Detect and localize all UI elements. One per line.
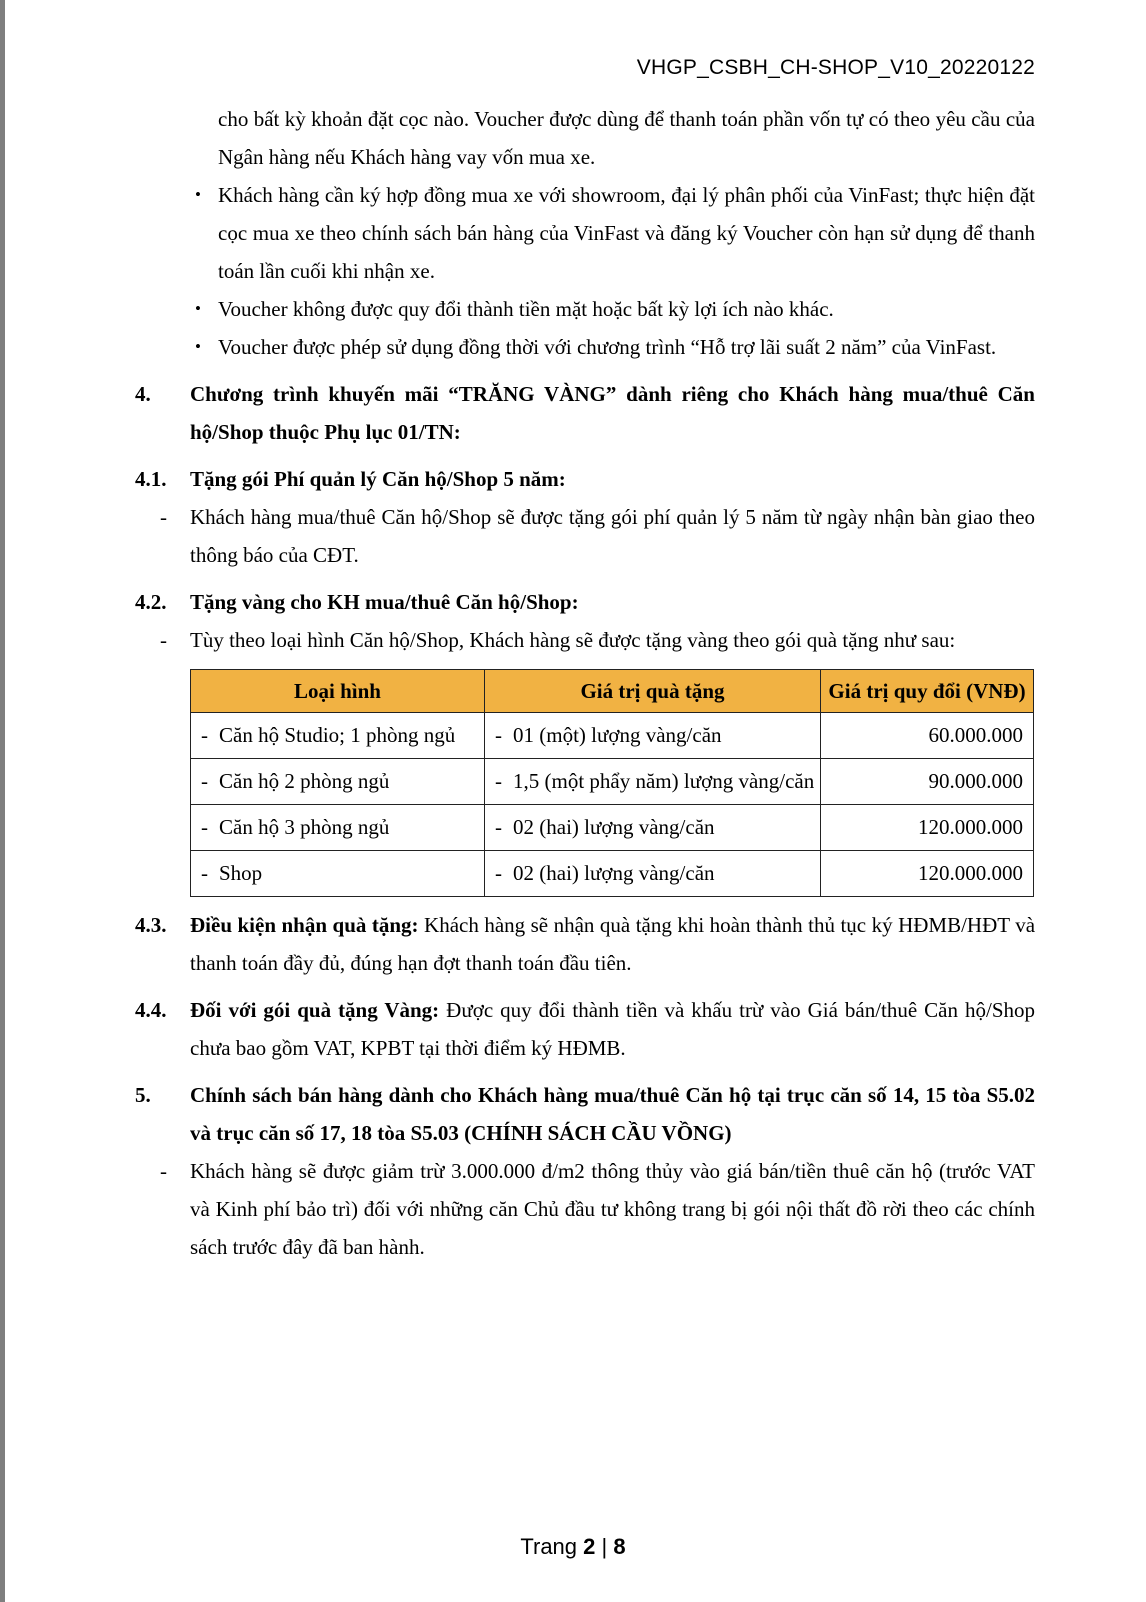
dash-marker: - — [160, 628, 167, 652]
bullet-text: Khách hàng cần ký hợp đồng mua xe với showroom, đại lý phân phối của VinFast; thực hiện đặt cọc mua xe theo chính sách bán hàng của VinFast và đăng ký Voucher còn hạn sử dụng để thanh toán lần cuối khi nhận xe. — [218, 183, 1035, 283]
cell-type: - Căn hộ 2 phòng ngủ — [191, 759, 485, 805]
dash-marker: - — [495, 723, 502, 747]
cell-type: - Căn hộ 3 phòng ngủ — [191, 805, 485, 851]
cell-value: 120.000.000 — [821, 851, 1034, 897]
document-body — [135, 100, 1035, 1266]
section-label: Điều kiện nhận quà tặng: — [190, 913, 419, 937]
page-total: 8 — [613, 1534, 626, 1559]
table-row — [191, 805, 1034, 851]
page-footer — [0, 1534, 1146, 1560]
dash-marker: - — [495, 861, 502, 885]
table-row — [191, 851, 1034, 897]
section-body-text: Khách hàng sẽ nhận quà tặng khi hoàn thành thủ tục ký HĐMB/HĐT và thanh toán đầy đủ, đúng hạn đợt thanh toán đầu tiên. — [190, 913, 1036, 975]
section-text — [190, 991, 1035, 1067]
section-number: 4.2. — [135, 590, 167, 614]
bullet-text: Voucher không được quy đổi thành tiền mặt hoặc bất kỳ lợi ích nào khác. — [218, 297, 834, 321]
section-title: Tặng vàng cho KH mua/thuê Căn hộ/Shop: — [190, 590, 579, 614]
section-4-2-heading — [135, 583, 1035, 621]
intro-paragraph: cho bất kỳ khoản đặt cọc nào. Voucher được dùng để thanh toán phần vốn tự có theo yêu cầu của Ngân hàng nếu Khách hàng vay vốn mua xe. — [218, 107, 1035, 169]
bullet-marker: • — [195, 337, 201, 356]
section-number: 4. — [135, 382, 151, 406]
section-text — [190, 906, 1035, 982]
table-row — [191, 759, 1034, 805]
cell-gift: - 02 (hai) lượng vàng/căn — [485, 805, 821, 851]
section-body-text: Được quy đổi thành tiền và khấu trừ vào Giá bán/thuê Căn hộ/Shop chưa bao gồm VAT, KPBT tại thời điểm ký HĐMB. — [190, 998, 1035, 1060]
section-number: 5. — [135, 1083, 151, 1107]
bullet-marker: • — [195, 185, 201, 204]
dash-item-text: Khách hàng sẽ được giảm trừ 3.000.000 đ/m2 thông thủy vào giá bán/tiền thuê căn hộ (trước VAT và Kinh phí bảo trì) đối với những căn Chủ đầu tư không trang bị gói nội thất đồ rời theo các chính sách trước đây đã ban hành. — [190, 1159, 1035, 1259]
bullet-item — [135, 176, 1035, 290]
section-4-4 — [135, 991, 1035, 1067]
cell-type: - Căn hộ Studio; 1 phòng ngủ — [191, 713, 485, 759]
dash-marker: - — [201, 769, 208, 793]
section-4-3 — [135, 906, 1035, 982]
section-number: 4.3. — [135, 913, 167, 937]
dash-item-text: Tùy theo loại hình Căn hộ/Shop, Khách hàng sẽ được tặng vàng theo gói quà tặng như sau: — [190, 628, 956, 652]
cell-value: 90.000.000 — [821, 759, 1034, 805]
cell-gift: - 1,5 (một phẩy năm) lượng vàng/căn — [485, 759, 821, 805]
bullet-item — [135, 290, 1035, 328]
dash-marker: - — [201, 723, 208, 747]
section-title: Chương trình khuyến mãi “TRĂNG VÀNG” dành riêng cho Khách hàng mua/thuê Căn hộ/Shop thuộc Phụ lục 01/TN: — [190, 382, 1035, 444]
gift-table — [190, 669, 1034, 897]
dash-marker: - — [160, 1159, 167, 1183]
dash-item-text: Khách hàng mua/thuê Căn hộ/Shop sẽ được tặng gói phí quản lý 5 năm từ ngày nhận bàn giao theo thông báo của CĐT. — [190, 505, 1035, 567]
cell-gift: - 01 (một) lượng vàng/căn — [485, 713, 821, 759]
section-4-heading — [135, 375, 1035, 451]
page-edge-divider — [0, 0, 5, 1602]
section-title: Chính sách bán hàng dành cho Khách hàng mua/thuê Căn hộ tại trục căn số 14, 15 tòa S5.02 và trục căn số 17, 18 tòa S5.03 (CHÍNH SÁCH CẦU VỒNG) — [190, 1083, 1035, 1145]
section-5-heading — [135, 1076, 1035, 1152]
cell-value: 60.000.000 — [821, 713, 1034, 759]
section-label: Đối với gói quà tặng Vàng: — [190, 998, 440, 1022]
table-row — [191, 713, 1034, 759]
dash-marker: - — [495, 769, 502, 793]
section-title: Tặng gói Phí quản lý Căn hộ/Shop 5 năm: — [190, 467, 566, 491]
section-4-1-heading — [135, 460, 1035, 498]
column-header-value: Giá trị quy đổi (VNĐ) — [821, 670, 1034, 713]
document-code: VHGP_CSBH_CH-SHOP_V10_20220122 — [636, 56, 1035, 79]
cell-value: 120.000.000 — [821, 805, 1034, 851]
dash-marker: - — [201, 861, 208, 885]
section-number: 4.1. — [135, 467, 167, 491]
column-header-type: Loại hình — [191, 670, 485, 713]
dash-item — [135, 498, 1035, 574]
dash-marker: - — [201, 815, 208, 839]
dash-item — [135, 621, 1035, 659]
dash-item — [135, 1152, 1035, 1266]
bullet-marker: • — [195, 299, 201, 318]
cell-type: - Shop — [191, 851, 485, 897]
cell-gift: - 02 (hai) lượng vàng/căn — [485, 851, 821, 897]
column-header-gift: Giá trị quà tặng — [485, 670, 821, 713]
dash-marker: - — [495, 815, 502, 839]
section-number: 4.4. — [135, 998, 167, 1022]
dash-marker: - — [160, 505, 167, 529]
table-header-row — [191, 670, 1034, 713]
footer-divider: | — [601, 1534, 608, 1559]
bullet-item — [135, 328, 1035, 366]
footer-prefix: Trang — [520, 1534, 578, 1559]
bullet-text: Voucher được phép sử dụng đồng thời với chương trình “Hỗ trợ lãi suất 2 năm” của VinFast. — [218, 335, 997, 359]
page-number: 2 — [583, 1534, 596, 1559]
